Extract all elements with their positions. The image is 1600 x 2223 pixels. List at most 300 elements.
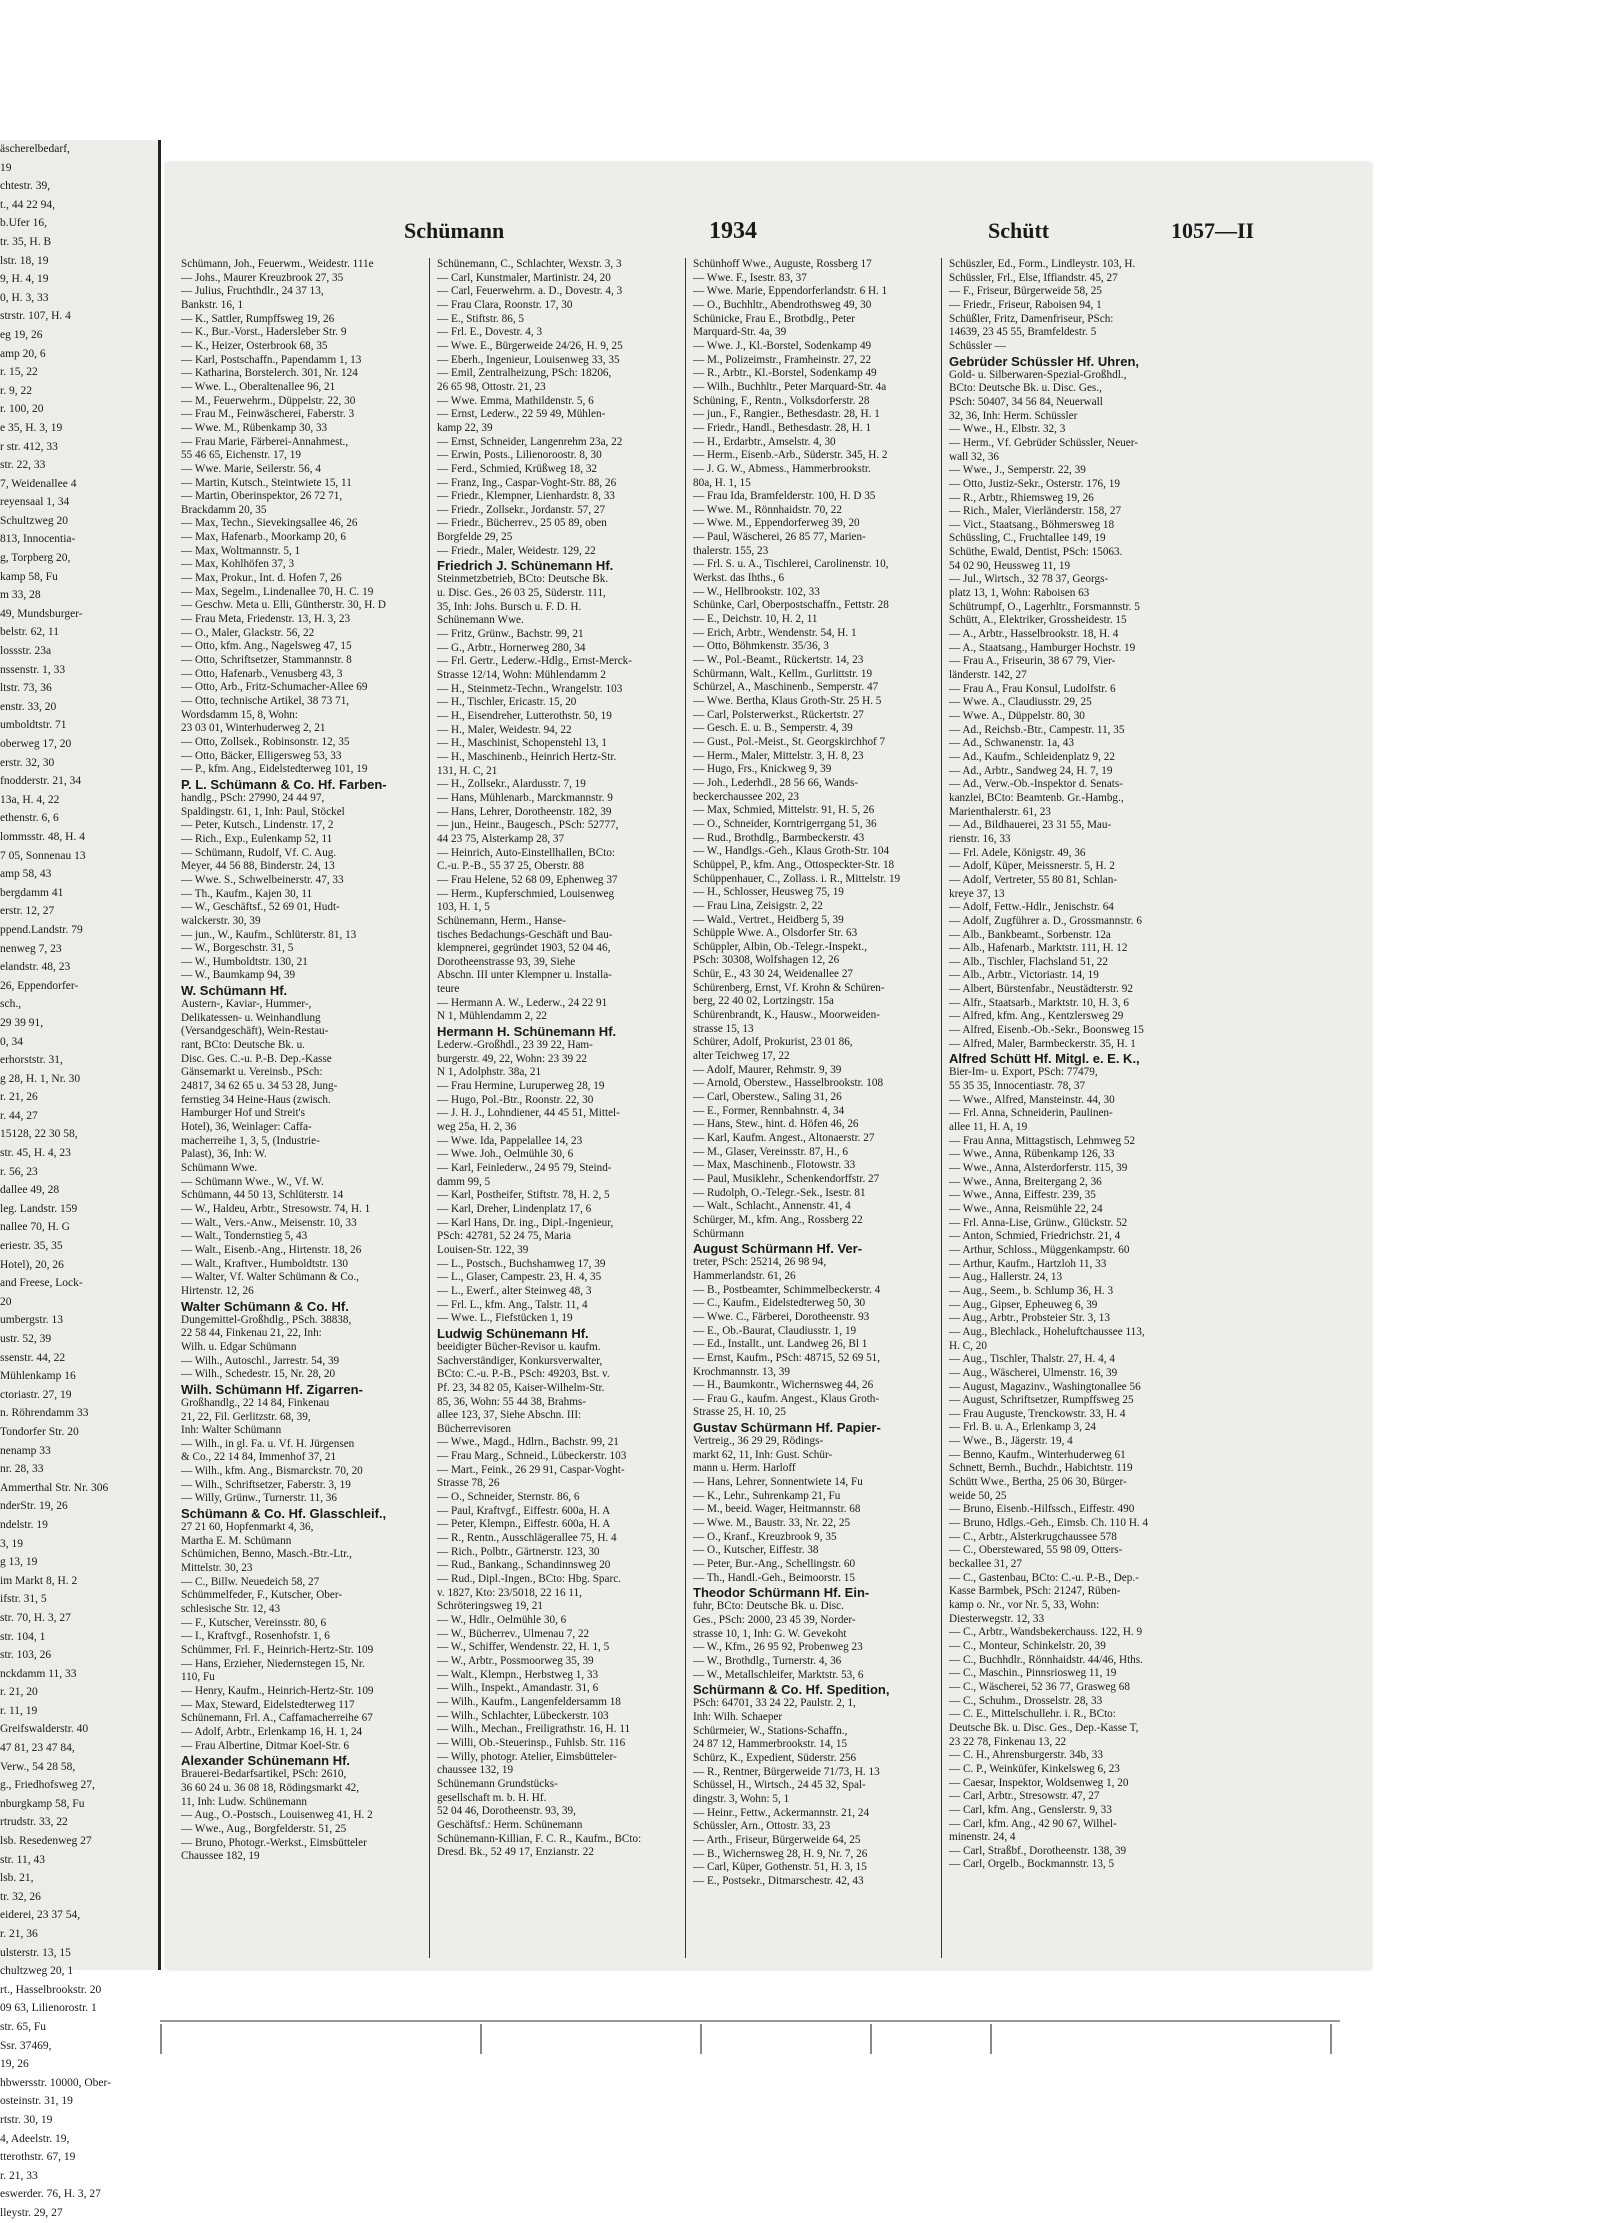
left-page-fragment: nallee 70, H. G	[0, 1221, 70, 1234]
left-page-fragment: erhorststr. 31,	[0, 1054, 63, 1067]
directory-entry-line: — Frau Anna, Mittagstisch, Lehmweg 52	[949, 1134, 1136, 1147]
directory-entry-line: PSch: 42781, 52 24 75, Maria	[437, 1230, 571, 1243]
left-page-fragment: umbergstr. 13	[0, 1314, 64, 1327]
directory-entry-line: — Anton, Schmied, Friedrichstr. 21, 4	[949, 1230, 1121, 1243]
directory-entry-line: 35, Inh: Johs. Bursch u. F. D. H.	[437, 600, 582, 613]
directory-entry-line: — Wwe., Anna, Eiffestr. 239, 35	[949, 1189, 1096, 1202]
left-page-fragment: r. 56, 23	[0, 1165, 38, 1178]
left-page-fragment: nssenstr. 1, 33	[0, 663, 66, 676]
directory-entry-line: Schünke, Carl, Oberpostschaffn., Fettstr. 28	[693, 599, 889, 612]
directory-entry-line: Strasse 25, H. 10, 25	[693, 1406, 786, 1419]
directory-entry-line: — jun., Heinr., Baugesch., PSch: 52777,	[437, 819, 619, 832]
directory-entry-line: — Adolf, Maurer, Rehmstr. 9, 39	[693, 1063, 842, 1076]
directory-entry-line: — Wwe., Anna, Rübenkamp 126, 33	[949, 1148, 1115, 1161]
directory-entry-line: Schürer, Adolf, Prokurist, 23 01 86,	[693, 1036, 853, 1049]
directory-entry-line: — Wwe. E., Bürgerweide 24/26, H. 9, 25	[437, 339, 623, 352]
directory-entry-line: — Adolf, Zugführer a. D., Grossmannstr. 6	[949, 914, 1142, 927]
directory-entry-line: Gebrüder Schüssler Hf. Uhren,	[949, 353, 1139, 369]
directory-entry-line: — C., Gastenbau, BCto: C.-u. P.-B., Dep.-	[949, 1571, 1139, 1584]
directory-entry-line: Marquard-Str. 4a, 39	[693, 326, 787, 339]
directory-entry-line: — H., Baumkontr., Wichernsweg 44, 26	[693, 1379, 874, 1392]
directory-entry-line: — C., Arbtr., Alsterkrugchaussee 578	[949, 1530, 1117, 1543]
directory-entry-line: — O., Kranf., Kreuzbrook 9, 35	[693, 1530, 837, 1543]
directory-entry-line: — C. H., Ahrensburgerstr. 34b, 33	[949, 1749, 1103, 1762]
directory-entry-line: Schürmeier, W., Stations-Schaffn.,	[693, 1724, 848, 1737]
directory-entry-line: burgerstr. 49, 22, Wohn: 23 39 22	[437, 1052, 588, 1065]
directory-entry-line: Strasse 78, 26	[437, 1477, 500, 1490]
directory-entry-line: — Adolf, Vertreter, 55 80 81, Schlan-	[949, 873, 1118, 886]
left-page-fragment: belstr. 62, 11	[0, 626, 59, 639]
directory-entry-line: Schünicke, Frau E., Brotbdlg., Peter	[693, 312, 855, 325]
directory-entry-line: — Walt., Tondernstieg 5, 43	[181, 1230, 308, 1243]
directory-entry-line: kanzlei, BCto: Beamtenb. Gr.-Hambg.,	[949, 791, 1124, 804]
directory-entry-line: Delikatessen- u. Weinhandlung	[181, 1011, 321, 1024]
directory-entry-line: — C., Billw. Neuedeich 58, 27	[181, 1575, 320, 1588]
directory-column-2	[430, 258, 686, 1958]
directory-entry-line: (Versandgeschäft), Wein-Restau-	[181, 1025, 329, 1038]
directory-entry-line: — Wilh., Schlachter, Lübeckerstr. 103	[437, 1709, 609, 1722]
directory-entry-line: August Schürmann Hf. Ver-	[693, 1241, 863, 1257]
directory-entry-line: — Walt., Schlacht., Annenstr. 41, 4	[693, 1200, 851, 1213]
directory-entry-line: Hamburger Hof und Streit's	[181, 1107, 305, 1120]
left-page-fragment: nderStr. 19, 26	[0, 1500, 68, 1513]
directory-entry-line: — P., kfm. Ang., Eidelstedterweg 101, 19	[181, 763, 368, 776]
directory-entry-line: — Carl, Arbtr., Stresowstr. 47, 27	[949, 1790, 1100, 1803]
directory-entry-line: Alexander Schünemann Hf.	[181, 1753, 351, 1769]
directory-entry-line: thalerstr. 155, 23	[693, 544, 769, 557]
directory-entry-line: — Otto, Justiz-Sekr., Osterstr. 176, 19	[949, 477, 1120, 490]
left-page-fragment: lstr. 18, 19	[0, 254, 49, 267]
directory-entry-line: Alfred Schütt Hf. Mitgl. e. E. K.,	[949, 1051, 1140, 1067]
directory-entry-line: Schürz, K., Expedient, Süderstr. 256	[693, 1751, 857, 1764]
left-page-fragment: r. 9, 22	[0, 384, 32, 397]
directory-entry-line: Inh: Walter Schümann	[181, 1424, 282, 1437]
directory-entry-line: — Carl, Küper, Gothenstr. 51, H. 3, 15	[693, 1861, 867, 1874]
directory-entry-line: — Wwe. Emma, Mathildenstr. 5, 6	[437, 394, 594, 407]
directory-entry-line: — Max, Hafenarb., Moorkamp 20, 6	[181, 531, 346, 544]
directory-entry-line: — Frau Albertine, Ditmar Koel-Str. 6	[181, 1739, 350, 1752]
directory-entry-line: berg, 22 40 02, Lortzingstr. 15a	[693, 995, 834, 1008]
left-page-fragment: sch.,	[0, 998, 22, 1011]
directory-entry-line: — H., Schlosser, Heusweg 75, 19	[693, 886, 844, 899]
directory-entry-line: — August, Magazinv., Washingtonallee 56	[949, 1380, 1141, 1393]
directory-entry-line: — Franz, Ing., Caspar-Voght-Str. 88, 26	[437, 476, 617, 489]
directory-entry-line: Schüppel, P., kfm. Ang., Ottospeckter-Str. 18	[693, 858, 895, 871]
directory-entry-line: — Wwe., Anna, Reismühle 22, 24	[949, 1202, 1103, 1215]
directory-entry-line: — Wilh., Schedestr. 15, Nr. 28, 20	[181, 1368, 336, 1381]
directory-entry-line: — Wwe. M., Rübenkamp 30, 33	[181, 421, 328, 434]
directory-columns	[174, 258, 1364, 1958]
left-page-fragment: dallee 49, 28	[0, 1184, 60, 1197]
directory-entry-line: — Frau G., kaufm. Angest., Klaus Groth-	[693, 1392, 880, 1405]
directory-entry-line: — Wald., Vertret., Heidberg 5, 39	[693, 913, 844, 926]
directory-entry-line: — W., Hdlr., Oelmühle 30, 6	[437, 1614, 567, 1626]
left-page-fragment: rtstr. 30, 19	[0, 2113, 53, 2126]
left-page-fragment: r. 15, 22	[0, 366, 38, 379]
left-page-fragment: str. 45, H. 4, 23	[0, 1147, 71, 1160]
directory-entry-line: — Paul, Musiklehr., Schenkendorffstr. 27	[693, 1172, 880, 1185]
directory-entry-line: schlesische Str. 12, 43	[181, 1603, 281, 1616]
directory-entry-line: — W., Bücherrev., Ulmenau 7, 22	[437, 1627, 590, 1640]
directory-entry-line: — O., Kutscher, Eiffestr. 38	[693, 1544, 819, 1557]
left-page-fragment: hbwersstr. 10000, Ober-	[0, 2076, 111, 2089]
directory-entry-line: — Otto, Schriftsetzer, Stammannstr. 8	[181, 654, 352, 667]
directory-entry-line: — Friedr., Maler, Weidestr. 129, 22	[437, 544, 596, 557]
left-page-fragment: eriestr. 35, 35	[0, 1240, 63, 1253]
directory-entry-line: beeidigter Bücher-Revisor u. kaufm.	[437, 1340, 601, 1353]
directory-entry-line: — Carl, Orgelb., Bockmannstr. 13, 5	[949, 1858, 1115, 1871]
directory-entry-line: Brauerei-Bedarfsartikel, PSch: 2610,	[181, 1768, 347, 1781]
directory-entry-line: — Eberh., Ingenieur, Louisenweg 33, 35	[437, 353, 620, 366]
page-header	[166, 218, 1371, 258]
directory-entry-line: — Friedr., Zollsekr., Jordanstr. 57, 27	[437, 503, 606, 516]
directory-entry-line: — H., Tischler, Ericastr. 15, 20	[437, 696, 577, 709]
left-page-fragment: 29 39 91,	[0, 1016, 44, 1029]
edge-tick-mark	[990, 2024, 992, 2054]
directory-entry-line: — W., Hellbrookstr. 102, 33	[693, 585, 820, 598]
left-page-fragment: 3, 19	[0, 1537, 23, 1550]
directory-entry-line: — Herm., Vf. Gebrüder Schüssler, Neuer-	[949, 436, 1138, 449]
directory-entry-line: PSch: 30308, Wolfshagen 12, 26	[693, 954, 840, 967]
directory-entry-line: 26 65 98, Ottostr. 21, 23	[437, 380, 546, 393]
directory-entry-line: Schüssel, H., Wirtsch., 24 45 32, Spal-	[693, 1779, 866, 1792]
directory-entry-line: treter, PSch: 25214, 26 98 94,	[693, 1256, 827, 1269]
directory-entry-line: — Frl. Gertr., Lederw.-Hdlg., Ernst-Merck-	[437, 655, 632, 668]
directory-column-4	[942, 258, 1198, 1958]
directory-entry-line: — Wilh., Autoschl., Jarrestr. 54, 39	[181, 1354, 340, 1367]
directory-entry-line: — Frau Clara, Roonstr. 17, 30	[437, 298, 573, 311]
left-page-fragment: ustr. 52, 39	[0, 1333, 52, 1345]
directory-entry-line: Schüppenhauer, C., Zollass. i. R., Mittelstr. 19	[693, 872, 901, 885]
directory-entry-line: — Gesch. E. u. B., Semperstr. 4, 39	[693, 722, 853, 735]
directory-entry-line: — Wwe., Alfred, Mansteinstr. 44, 30	[949, 1093, 1115, 1106]
edge-tick-mark	[480, 2024, 482, 2054]
directory-entry-line: — Carl, kfm. Ang., Genslerstr. 9, 33	[949, 1803, 1112, 1816]
directory-entry-line: — Max, Kohlhöfen 37, 3	[181, 558, 295, 571]
directory-entry-line: mann u. Herm. Harloff	[693, 1462, 796, 1475]
directory-entry-line: Schüppler, Albin, Ob.-Telegr.-Inspekt.,	[693, 940, 868, 953]
directory-entry-line: PSch: 50407, 34 56 84, Neuerwall	[949, 395, 1103, 408]
directory-entry-line: länderstr. 142, 27	[949, 669, 1027, 682]
directory-entry-line: — Max, Techn., Sievekingsallee 46, 26	[181, 517, 358, 530]
left-page-fragment: 19	[0, 161, 12, 174]
directory-entry-line: — Wwe., Anna, Alsterdorferstr. 115, 39	[949, 1162, 1128, 1174]
directory-entry-line: — Aug., Wäscherei, Ulmenstr. 16, 39	[949, 1366, 1118, 1379]
directory-entry-line: — F., Friseur, Bürgerweide 58, 25	[949, 285, 1102, 298]
directory-entry-line: beckallee 31, 27	[949, 1558, 1022, 1571]
directory-entry-line: — Caesar, Inspektor, Woldsenweg 1, 20	[949, 1776, 1129, 1789]
directory-entry-line: — Arnold, Oberstew., Hasselbrookstr. 108	[693, 1077, 884, 1090]
left-page-fragment: Mühlenkamp 16	[0, 1370, 76, 1383]
directory-entry-line: — Wwe. Joh., Oelmühle 30, 6	[437, 1148, 574, 1161]
directory-entry-line: 21, 22, Fil. Gerlitzstr. 68, 39,	[181, 1410, 311, 1423]
left-page-fragment: osteinstr. 31, 19	[0, 2095, 73, 2108]
directory-entry-line: C.-u. P.-B., 55 37 25, Oberstr. 88	[437, 860, 584, 873]
directory-entry-line: — Arthur, Schloss., Müggenkampstr. 60	[949, 1243, 1130, 1256]
directory-column-3	[686, 258, 942, 1958]
directory-entry-line: markt 62, 11, Inh: Gust. Schür-	[693, 1448, 833, 1461]
directory-entry-line: W. Schümann Hf.	[181, 983, 288, 999]
directory-entry-line: Inh: Wilh. Schaeper	[693, 1710, 783, 1723]
left-page-fragment: n. Röhrendamm 33	[0, 1407, 89, 1420]
directory-entry-line: — L., Ewerf., alter Steinweg 48, 3	[437, 1284, 592, 1297]
directory-entry-line: kamp o. Nr., vor Nr. 5, 33, Wohn:	[949, 1599, 1100, 1611]
directory-entry-line: teure	[437, 983, 460, 996]
directory-entry-line: platz 13, 1, Wohn: Raboisen 63	[949, 587, 1090, 600]
left-page-fragment: chultzweg 20, 1	[0, 1965, 74, 1978]
directory-entry-line: — Ad., Reichsb.-Btr., Campestr. 11, 35	[949, 723, 1125, 736]
directory-entry-line: Schütt, A., Elektriker, Grossheidestr. 15	[949, 614, 1127, 627]
directory-entry-line: — Wwe., J., Semperstr. 22, 39	[949, 464, 1086, 477]
left-page-fragment: amp 58, 43	[0, 868, 52, 881]
directory-entry-line: 110, Fu	[181, 1671, 215, 1684]
directory-entry-line: — Aug., Arbtr., Probsteier Str. 3, 13	[949, 1312, 1110, 1325]
directory-entry-line: Ges., PSch: 2000, 23 45 39, Norder-	[693, 1614, 856, 1626]
directory-entry-line: — Paul, Wäscherei, 26 85 77, Marien-	[693, 531, 866, 544]
directory-entry-line: Schüssler, Arn., Ottostr. 33, 23	[693, 1820, 831, 1833]
directory-entry-line: Mittelstr. 30, 23	[181, 1562, 253, 1575]
directory-entry-line: — R., Rentn., Ausschlägerallee 75, H. 4	[437, 1532, 617, 1545]
directory-entry-line: — M., Glaser, Vereinsstr. 87, H., 6	[693, 1145, 849, 1158]
directory-entry-line: — Martin, Oberinspektor, 26 72 71,	[181, 490, 343, 503]
directory-entry-line: — Aug., O.-Postsch., Louisenweg 41, H. 2	[181, 1809, 373, 1822]
directory-entry-line: — W., Haldeu, Arbtr., Stresowstr. 74, H. 1	[181, 1202, 371, 1215]
left-page-fragment: tr. 35, H. B	[0, 235, 52, 248]
directory-entry-line: — Joh., Lederhdl., 28 56 66, Wands-	[693, 776, 859, 789]
directory-entry-line: Schürenberg, Ernst, Vf. Krohn & Schüren-	[693, 981, 885, 994]
directory-entry-line: & Co., 22 14 84, Immenhof 37, 21	[181, 1451, 337, 1464]
left-page-fragment: r. 44, 27	[0, 1109, 38, 1122]
directory-entry-line: Chaussee 182, 19	[181, 1850, 260, 1863]
left-page-fragment: Greifswalderstr. 40	[0, 1723, 89, 1736]
directory-entry-line: — Frl. E., Dovestr. 4, 3	[437, 326, 543, 339]
left-page-fragment: Hotel), 20, 26	[0, 1258, 64, 1271]
directory-entry-line: Schüpple Wwe. A., Olsdorfer Str. 63	[693, 927, 858, 940]
directory-entry-line: — Mart., Feink., 26 29 91, Caspar-Voght-	[437, 1463, 625, 1476]
directory-entry-line: — W., Schiffer, Wendenstr. 22, H. 1, 5	[437, 1641, 610, 1654]
directory-entry-line: — Ad., Kaufm., Schleidenplatz 9, 22	[949, 750, 1115, 763]
directory-entry-line: — O., Buchhltr., Abendrothsweg 49, 30	[693, 298, 872, 311]
directory-entry-line: Schütrumpf, O., Lagerhltr., Forsmannstr. 5	[949, 600, 1140, 613]
directory-entry-line: — H., Steinmetz-Techn., Wrangelstr. 103	[437, 682, 623, 695]
directory-entry-line: — Ernst, Schneider, Langenrehm 23a, 22	[437, 435, 623, 448]
left-page-fragment: Verw., 54 28 58,	[0, 1760, 76, 1773]
directory-entry-line: — Aug., Seem., b. Schlump 36, H. 3	[949, 1284, 1114, 1297]
directory-entry-line: — K., Lehr., Suhrenkamp 21, Fu	[693, 1489, 841, 1502]
directory-entry-line: klempnerei, gegründet 1903, 52 04 46,	[437, 942, 611, 955]
left-page-fragment: ltstr. 73, 36	[0, 682, 52, 695]
directory-entry-line: Strasse 12/14, Wohn: Mühlendamm 2	[437, 669, 606, 682]
directory-entry-line: tisches Bedachungs-Geschäft und Bau-	[437, 928, 613, 941]
directory-entry-line: — E., Postsekr., Ditmarschestr. 42, 43	[693, 1874, 864, 1887]
left-page-fragment: r. 100, 20	[0, 403, 44, 416]
directory-entry-line: — Wwe. M., Eppendorferweg 39, 20	[693, 517, 860, 530]
directory-entry-line: Schümann, Joh., Feuerwm., Weidestr. 111e	[181, 258, 374, 270]
directory-entry-line: — J. G. W., Abmess., Hammerbrookstr.	[693, 462, 871, 475]
directory-entry-line: Deutsche Bk. u. Disc. Ges., Dep.-Kasse T,	[949, 1721, 1139, 1734]
directory-entry-line: — Wwe., H., Elbstr. 32, 3	[949, 423, 1066, 436]
directory-entry-line: Hermann H. Schünemann Hf.	[437, 1024, 617, 1040]
directory-entry-line: — Frau Lina, Zeisigstr. 2, 22	[693, 899, 823, 912]
directory-entry-line: — Albert, Bürstenfabr., Neustädterstr. 92	[949, 983, 1133, 996]
directory-entry-line: — Otto, kfm. Ang., Nagelsweg 47, 15	[181, 640, 352, 653]
directory-entry-line: Schünemann-Killian, F. C. R., Kaufm., BCto:	[437, 1832, 642, 1845]
directory-entry-line: damm 99, 5	[437, 1175, 491, 1188]
edge-tick-mark	[160, 2024, 162, 2054]
directory-entry-line: — A., Staatsang., Hamburger Hochstr. 19	[949, 641, 1136, 654]
directory-entry-line: — H., Maler, Weidestr. 94, 22	[437, 723, 572, 736]
directory-entry-line: — Ad., Bildhauerei, 23 31 55, Mau-	[949, 819, 1112, 832]
directory-entry-line: — C. P., Weinküfer, Kinkelsweg 6, 23	[949, 1762, 1120, 1775]
directory-entry-line: — H., Maschinist, Schopenstehl 13, 1	[437, 737, 607, 750]
directory-entry-line: Gold- u. Silberwaren-Spezial-Großhdl.,	[949, 368, 1127, 381]
directory-entry-line: — A., Arbtr., Hasselbrookstr. 18, H. 4	[949, 628, 1119, 641]
directory-entry-line: — C., Monteur, Schinkelstr. 20, 39	[949, 1639, 1106, 1652]
directory-entry-line: Wilh. u. Edgar Schümann	[181, 1340, 297, 1353]
directory-entry-line: 52 04 46, Dorotheenstr. 93, 39,	[437, 1805, 576, 1818]
left-page-fragment: ulsterstr. 13, 15	[0, 1946, 71, 1959]
directory-entry-line: — C., Oberstewared, 55 98 09, Otters-	[949, 1544, 1123, 1557]
directory-entry-line: Schüssling, C., Fruchtallee 149, 19	[949, 532, 1106, 545]
directory-entry-line: — Katharina, Borstelerch. 301, Nr. 124	[181, 367, 358, 380]
directory-entry-line: N 1, Mühlendamm 2, 22	[437, 1010, 548, 1023]
directory-entry-line: — Wilh., Inspekt., Amandastr. 31, 6	[437, 1682, 599, 1695]
left-page-fragment: 26, Eppendorfer-	[0, 979, 79, 992]
directory-entry-line: Hammerlandstr. 61, 26	[693, 1269, 796, 1282]
left-page-fragment: elandstr. 48, 23	[0, 961, 71, 974]
directory-entry-line: handlg., PSch: 27990, 24 44 97,	[181, 791, 325, 804]
directory-entry-line: — Max, Schmied, Mittelstr. 91, H. 5, 26	[693, 804, 875, 817]
directory-entry-line: Hirtenstr. 12, 26	[181, 1284, 254, 1297]
directory-entry-line: — K., Sattler, Rumpffsweg 19, 26	[181, 312, 335, 325]
directory-entry-line: Dresd. Bk., 52 49 17, Enzianstr. 22	[437, 1846, 594, 1859]
directory-entry-line: 55 46 65, Eichenstr. 17, 19	[181, 449, 301, 462]
directory-entry-line: — Ad., Verw.-Ob.-Inspektor d. Senats-	[949, 778, 1123, 791]
directory-entry-line: Schür, E., 43 30 24, Weidenallee 27	[693, 968, 854, 981]
directory-entry-line: Lederw.-Großhdl., 23 39 22, Ham-	[437, 1039, 593, 1052]
directory-entry-line: 85, 36, Wohn: 55 44 38, Brahms-	[437, 1395, 586, 1408]
directory-column-1	[174, 258, 430, 1958]
left-page-fragment: str. 11, 43	[0, 1853, 45, 1866]
directory-entry-line: Schünemann Wwe.	[437, 614, 524, 627]
left-page-fragment: g, Torpberg 20,	[0, 552, 71, 565]
directory-entry-line: — Rich., Exp., Eulenkamp 52, 11	[181, 832, 333, 845]
directory-entry-line: — Schümann, Rudolf, Vf. C. Aug.	[181, 846, 337, 859]
directory-entry-line: Schürger, M., kfm. Ang., Rossberg 22	[693, 1213, 863, 1226]
directory-entry-line: — Frau Marg., Schneid., Lübeckerstr. 103	[437, 1450, 627, 1463]
directory-entry-line: — F., Kutscher, Vereinsstr. 80, 6	[181, 1616, 327, 1629]
directory-entry-line: — Adolf, Küper, Meissnerstr. 5, H. 2	[949, 860, 1115, 873]
directory-entry-line: 54 02 90, Heussweg 11, 19	[949, 559, 1071, 572]
directory-entry-line: — Carl, Oberstew., Saling 31, 26	[693, 1091, 842, 1104]
directory-entry-line: 36 60 24 u. 36 08 18, Rödingsmarkt 42,	[181, 1781, 360, 1794]
left-page-fragment: ctoriastr. 27, 19	[0, 1388, 72, 1401]
left-page-fragment: r. 11, 19	[0, 1704, 38, 1717]
header-first-entry: Schümann	[404, 218, 505, 243]
left-page-fragment: m 33, 28	[0, 589, 41, 602]
directory-entry-line: — August, Schriftsetzer, Rumpffsweg 25	[949, 1394, 1134, 1407]
directory-entry-line: 24 87 12, Hammerbrookstr. 14, 15	[693, 1738, 848, 1751]
directory-entry-line: — Ernst, Lederw., 22 59 49, Mühlen-	[437, 408, 606, 421]
directory-entry-line: — Peter, Klempn., Eiffestr. 600a, H. A	[437, 1518, 611, 1531]
directory-entry-line: — H., Maschinenb., Heinrich Hertz-Str.	[437, 750, 617, 763]
directory-entry-line: — Willi, Ob.-Steuerinsp., Fuhlsb. Str. 116	[437, 1736, 626, 1749]
directory-entry-line: — Max, Segelm., Lindenallee 70, H. C. 19	[181, 585, 374, 598]
directory-entry-line: — Wwe. Marie, Eppendorferlandstr. 6 H. 1	[693, 285, 888, 298]
directory-entry-line: — Otto, Zollsek., Robinsonstr. 12, 35	[181, 735, 350, 748]
directory-entry-line: — Wwe. A., Claudiusstr. 29, 25	[949, 696, 1092, 709]
directory-entry-line: — Karl, Kaufm. Angest., Altonaerstr. 27	[693, 1132, 875, 1144]
directory-entry-line: — Wwe. Bertha, Klaus Groth-Str. 25 H. 5	[693, 695, 882, 707]
directory-entry-line: Steinmetzbetrieb, BCto: Deutsche Bk.	[437, 573, 609, 586]
directory-entry-line: Geschäftsf.: Herm. Schünemann	[437, 1818, 583, 1831]
directory-entry-line: — E., Deichstr. 10, H. 2, 11	[693, 613, 818, 626]
left-page-fragment: strstr. 107, H. 4	[0, 310, 71, 323]
bottom-edge-rule	[160, 2020, 1340, 2022]
directory-entry-line: Vertreig., 36 29 29, Rödings-	[693, 1435, 824, 1448]
left-page-fragment: 7 05, Sonnenau 13	[0, 849, 86, 862]
left-page-fragment: r. 21, 33	[0, 2169, 38, 2182]
directory-entry-line: — Carl, Polsterwerkst., Rückertstr. 27	[693, 708, 864, 721]
directory-entry-line: — Frl. Adele, Königstr. 49, 36	[949, 846, 1086, 859]
directory-entry-line: — Arthur, Kaufm., Hartzloh 11, 33	[949, 1257, 1107, 1270]
directory-entry-line: — Alfred, Eisenb.-Ob.-Sekr., Boonsweg 15	[949, 1024, 1144, 1037]
directory-entry-line: — H., Eisendreher, Lutterothstr. 50, 19	[437, 710, 612, 722]
directory-entry-line: 103, H. 1, 5	[437, 901, 490, 914]
directory-entry-line: — W., Geschäftsf., 52 69 01, Hudt-	[181, 901, 340, 914]
directory-entry-line: — Otto, Böhmkenstr. 35/36, 3	[693, 640, 829, 653]
directory-entry-line: — Th., Handl.-Geh., Beimoorstr. 15	[693, 1571, 855, 1584]
directory-entry-line: Gänsemarkt u. Vereinsb., PSch:	[181, 1066, 323, 1079]
directory-entry-line: — Johs., Maurer Kreuzbrook 27, 35	[181, 271, 344, 284]
directory-entry-line: 131, H. C, 21	[437, 764, 498, 777]
directory-entry-line: — Herm., Eisenb.-Arb., Süderstr. 345, H. 2	[693, 449, 888, 462]
edge-tick-mark	[700, 2024, 702, 2054]
left-page-fragment: r. 21, 20	[0, 1686, 38, 1699]
directory-entry-line: Schüning, F., Rentn., Volksdorferstr. 28	[693, 394, 870, 407]
directory-entry-line: — Ernst, Kaufm., PSch: 48715, 52 69 51,	[693, 1351, 881, 1364]
directory-entry-line: N 1, Adolphstr. 38a, 21	[437, 1066, 542, 1079]
left-page-fragment: 7, Weidenallee 4	[0, 477, 77, 490]
directory-entry-line: Bier-Im- u. Export, PSch: 77479,	[949, 1066, 1098, 1079]
directory-entry-line: — Frau Meta, Friedenstr. 13, H. 3, 23	[181, 613, 351, 626]
left-page-fragment: 15128, 22 30 58,	[0, 1128, 78, 1141]
directory-entry-line: — M., beeid. Wager, Heitmannstr. 68	[693, 1503, 861, 1516]
directory-entry-line: Brackdamm 20, 35	[181, 503, 267, 516]
directory-entry-line: — Wwe. A., Düppelstr. 80, 30	[949, 710, 1085, 722]
left-page-fragment: t., 44 22 94,	[0, 198, 55, 211]
directory-entry-line: — W., Metallschleifer, Marktstr. 53, 6	[693, 1668, 864, 1681]
directory-entry-line: — Th., Kaufm., Kajen 30, 11	[181, 887, 313, 900]
directory-entry-line: — W., Handlgs.-Geh., Klaus Groth-Str. 104	[693, 845, 890, 858]
directory-entry-line: Werkst. das Ihths., 6	[693, 572, 785, 585]
directory-entry-line: — Frl. L., kfm. Ang., Talstr. 11, 4	[437, 1298, 588, 1311]
left-page-fragment: Ammerthal Str. Nr. 306	[0, 1481, 109, 1494]
directory-entry-line: — Frl. Anna, Schneiderin, Paulinen-	[949, 1107, 1113, 1120]
directory-entry-line: Schünemann, Herm., Hanse-	[437, 914, 566, 927]
left-page-fragment: nburgkamp 58, Fu	[0, 1797, 85, 1810]
directory-entry-line: — Max, Woltmannstr. 5, 1	[181, 544, 301, 557]
left-page-fragment: im Markt 8, H. 2	[0, 1574, 78, 1587]
directory-entry-line: — Alb., Arbtr., Victoriastr. 14, 19	[949, 969, 1099, 982]
left-page-fragment: 0, H. 3, 33	[0, 291, 49, 304]
directory-entry-line: — K., Heizer, Osterbrook 68, 35	[181, 339, 328, 352]
directory-entry-line: 24817, 34 62 65 u. 34 53 28, Jung-	[181, 1080, 338, 1093]
directory-entry-line: — Friedr., Handl., Bethesdastr. 28, H. 1	[693, 421, 872, 434]
left-page-fragment: reyensaal 1, 34	[0, 496, 70, 509]
directory-entry-line: Schütt Wwe., Bertha, 25 06 30, Bürger-	[949, 1476, 1127, 1489]
directory-entry-line: — Hugo, Pol.-Btr., Roonstr. 22, 30	[437, 1093, 594, 1106]
